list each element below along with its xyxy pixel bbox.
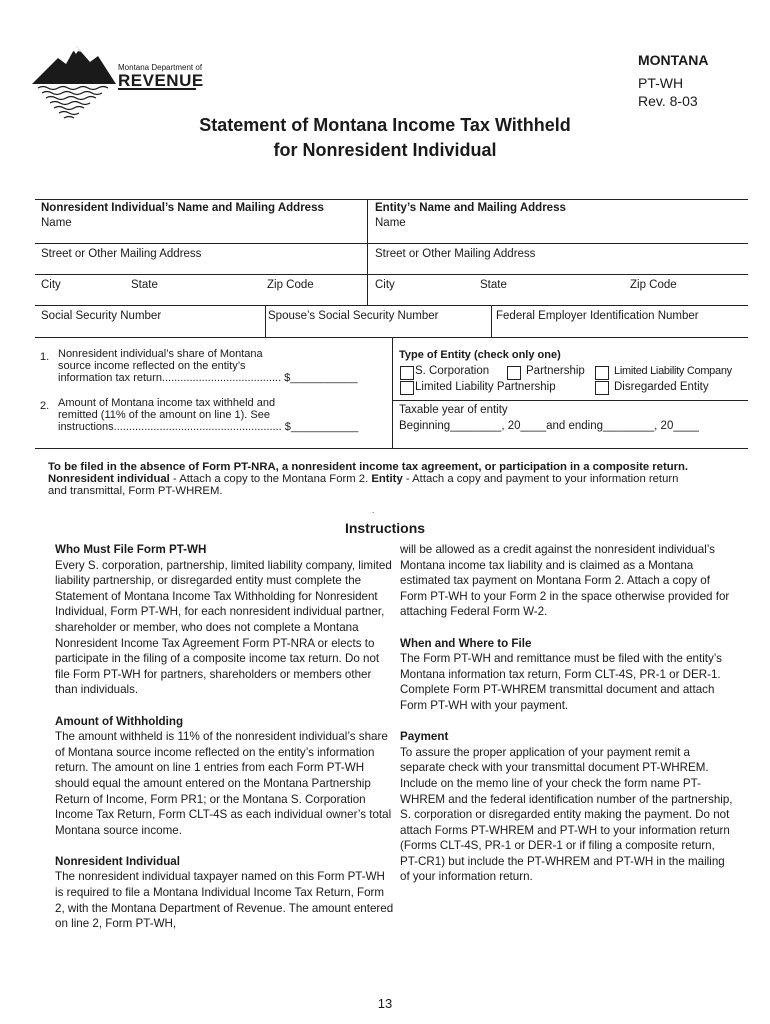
title-line-2: for Nonresident Individual <box>273 140 497 160</box>
line-1-text-b: source income reflected on the entity’s <box>58 360 246 372</box>
notice-line-2 <box>48 473 753 485</box>
llp-checkbox[interactable] <box>400 381 414 395</box>
partnership-label: Partnership <box>526 365 585 377</box>
s-corp-label: S. Corporation <box>415 365 490 377</box>
llc-label: Limited Liability Company <box>614 365 732 377</box>
page-number: 13 <box>377 996 393 1011</box>
entity-state-field[interactable]: State <box>480 279 507 291</box>
filing-notice <box>48 461 753 497</box>
form-rule-ssn <box>35 305 748 306</box>
fein-field[interactable]: Federal Employer Identification Number <box>496 310 699 322</box>
when-where-text: The Form PT-WH and remittance must be filed with the entity’s Montana information tax return, Form CLT-4S, PR-1 or DER-1. Complete Form PT-WHREM transmittal document and attach Form PT-WH with your payment. <box>400 652 722 712</box>
form-number: PT-WH <box>638 75 684 91</box>
line-2-amount-field[interactable]: instructions....................................................... $___________ <box>58 421 359 433</box>
line-2-text-a: Amount of Montana income tax withheld and <box>58 397 276 409</box>
form-ssn-divider <box>265 305 266 337</box>
amount-withholding-heading: Amount of Withholding <box>55 714 184 728</box>
form-center-divider <box>367 199 368 306</box>
entity-name-field[interactable]: Name <box>375 217 406 229</box>
state-label: MONTANA <box>638 52 709 68</box>
instructions-title: Instructions <box>344 520 426 536</box>
line-1-number: 1. <box>40 351 50 363</box>
entity-zip-field[interactable]: Zip Code <box>630 279 677 291</box>
entity-type-heading: Type of Entity (check only one) <box>399 349 561 361</box>
credit-continuation-text: will be allowed as a credit against the nonresident individual’s Montana income tax liability and is claimed as a Montana estimated tax payment on Montana Form 2. Attach a copy of Form PT-WH to your Form 2 in the space otherwise provided for attaching Federal Form W-2. <box>400 543 730 619</box>
form-fein-divider <box>491 305 492 337</box>
line-2-number: 2. <box>40 400 50 412</box>
form-rule-entity-split <box>392 400 748 401</box>
title-line-1: Statement of Montana Income Tax Withheld <box>199 115 571 135</box>
line-1-text-a: Nonresident individual’s share of Montana <box>58 348 263 360</box>
taxable-year-label: Taxable year of entity <box>399 404 508 416</box>
page-title <box>0 113 770 163</box>
disregarded-checkbox[interactable] <box>595 381 609 395</box>
ssn-field[interactable]: Social Security Number <box>41 310 162 322</box>
instructions-right-column <box>400 542 735 901</box>
s-corp-checkbox[interactable] <box>400 366 414 380</box>
who-must-file-heading: Who Must File Form PT-WH <box>55 543 207 556</box>
nonresident-name-field[interactable]: Name <box>41 217 72 229</box>
payment-heading: Payment <box>400 730 449 744</box>
partnership-checkbox[interactable] <box>507 366 521 380</box>
line-2-text-b: remitted (11% of the amount on line 1). See <box>58 409 270 421</box>
when-where-heading: When and Where to File <box>400 636 532 650</box>
notice-nonresident-label: Nonresident individual <box>48 473 170 485</box>
notice-entity-text: - Attach a copy and payment to your information return <box>402 473 679 485</box>
spouse-ssn-field[interactable]: Spouse’s Social Security Number <box>268 310 439 322</box>
entity-street-field[interactable]: Street or Other Mailing Address <box>375 248 536 260</box>
form-rule-street <box>35 243 748 244</box>
nonresident-state-field[interactable]: State <box>131 279 158 291</box>
notice-line-1: To be filed in the absence of Form PT-NRA, a nonresident income tax agreement, or participation in a composite return. <box>48 461 689 473</box>
form-lines-divider <box>392 337 393 449</box>
payment-text: To assure the proper application of your payment remit a separate check with your transmittal document PT-WHREM. Include on the memo line of your check the form name PT-WHREM and the federal identification number of the partnership, S. corporation or disregarded entity making the payment. Do not attach Forms PT-WHREM and PT-WH to your information return (Forms CLT-4S, PR-1 or DER-1 or if filing a composite return, PT-CR1) but include the PT-WHREM and PT-WH in the mailing of your information return. <box>400 745 733 884</box>
nonresident-address-heading: Nonresident Individual’s Name and Mailing Address <box>41 202 324 214</box>
notice-nonresident-text: - Attach a copy to the Montana Form 2. <box>169 473 372 485</box>
stray-dot: . <box>372 506 375 515</box>
taxable-year-dates-field[interactable]: Beginning________, 20____and ending________, 20____ <box>399 420 699 432</box>
who-must-file-text: Every S. corporation, partnership, limited liability company, limited liability partnership, or disregarded entity must complete the Statement of Montana Income Tax Withholding for Nonresident Individual, Form PT-WH, for each nonresident individual partner, shareholder or member, who does not complete a Montana Nonresident Income Tax Agreement Form PT-NRA or elects to participate in the filing of a composite income tax return. Do not file Form PT-WH for partners, shareholders or members other than individuals. <box>55 558 392 697</box>
nonresident-individual-heading: Nonresident Individual <box>55 854 180 868</box>
notice-line-3: and transmittal, Form PT-WHREM. <box>48 485 223 497</box>
form-rule-city <box>35 274 748 275</box>
mountain-icon <box>32 46 116 84</box>
nonresident-zip-field[interactable]: Zip Code <box>267 279 314 291</box>
amount-withholding-text: The amount withheld is 11% of the nonresident individual’s share of Montana source income reflected on the entity’s information return. The amount on line 1 entries from each Form PT-WH should equal the amount entered on the Montana Partnership Return of Income, Form PR1; or the Montana S. Corporation Income Tax Return, Form CLT-4S as each individual owner’s total Montana source income. <box>55 730 392 837</box>
line-1-amount-field[interactable]: information tax return....................................... $___________ <box>58 372 358 384</box>
nonresident-individual-text: The nonresident individual taxpayer named on this Form PT-WH is required to file a Montana Individual Income Tax Return, Form 2, with the Montana Department of Revenue. The amount entered on line 2, Form PT-WH, <box>55 870 394 931</box>
notice-entity-label: Entity <box>371 473 403 485</box>
nonresident-city-field[interactable]: City <box>41 279 61 291</box>
disregarded-label: Disregarded Entity <box>614 381 709 393</box>
form-revision: Rev. 8-03 <box>638 93 698 109</box>
instructions-left-column <box>55 542 395 947</box>
llc-checkbox[interactable] <box>595 366 609 380</box>
entity-city-field[interactable]: City <box>375 279 395 291</box>
llp-label: Limited Liability Partnership <box>415 381 556 393</box>
revenue-wordmark: REVENUE <box>118 71 204 90</box>
department-label: Montana Department of <box>118 63 203 72</box>
entity-address-heading: Entity’s Name and Mailing Address <box>375 202 566 214</box>
form-top-rule <box>35 199 748 200</box>
nonresident-street-field[interactable]: Street or Other Mailing Address <box>41 248 202 260</box>
